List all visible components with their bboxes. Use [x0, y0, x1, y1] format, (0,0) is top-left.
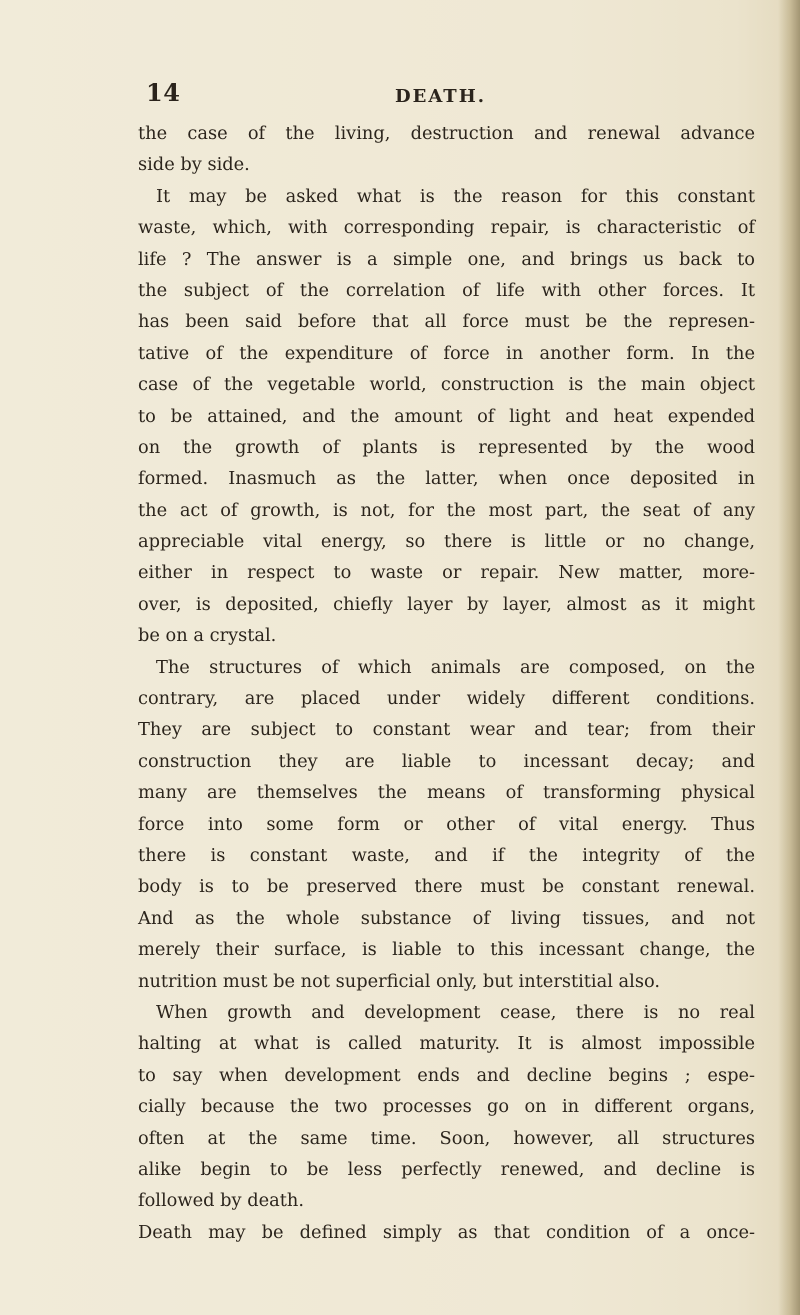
text-line: formed. Inasmuch as the latter, when once deposited in — [138, 468, 755, 490]
page-number: 14 — [146, 78, 181, 107]
page-edge-shadow — [778, 0, 800, 1315]
body-text — [138, 118, 755, 1248]
running-head: DEATH. — [395, 86, 486, 107]
text-line: When growth and development cease, there is no real — [156, 1001, 755, 1023]
text-line: tative of the expenditure of force in another form. In the — [138, 342, 755, 364]
text-line: contrary, are placed under widely different conditions. — [138, 688, 755, 710]
text-line: to be attained, and the amount of light and heat expended — [138, 405, 755, 427]
text-line: Death may be defined simply as that condition of a once- — [138, 1221, 755, 1243]
text-line: has been said before that all force must be the represen- — [138, 311, 755, 333]
text-line: force into some form or other of vital energy. Thus — [138, 813, 755, 835]
text-line: waste, which, with corresponding repair, is characteristic of — [138, 217, 755, 239]
text-line: case of the vegetable world, construction is the main object — [138, 374, 755, 396]
text-line: appreciable vital energy, so there is little or no change, — [138, 531, 755, 553]
text-line: And as the whole substance of living tissues, and not — [138, 907, 755, 929]
text-line: body is to be preserved there must be constant renewal. — [138, 876, 755, 898]
text-line: cially because the two processes go on in different organs, — [138, 1096, 755, 1118]
text-line: either in respect to waste or repair. New matter, more- — [138, 562, 755, 584]
text-line: to say when development ends and decline begins ; espe- — [138, 1064, 755, 1086]
text-line: nutrition must be not superficial only, but interstitial also. — [138, 970, 661, 992]
text-line: It may be asked what is the reason for this constant — [156, 185, 755, 207]
text-line: the act of growth, is not, for the most part, the seat of any — [138, 499, 755, 521]
text-line: often at the same time. Soon, however, all structures — [138, 1127, 755, 1149]
text-line: there is constant waste, and if the integrity of the — [138, 844, 755, 866]
text-line: the subject of the correlation of life with other forces. It — [138, 279, 755, 301]
text-line: halting at what is called maturity. It is almost impossible — [138, 1033, 755, 1055]
text-line: life ? The answer is a simple one, and brings us back to — [138, 248, 755, 270]
text-line: over, is deposited, chiefly layer by layer, almost as it might — [138, 593, 755, 615]
text-line: alike begin to be less perfectly renewed, and decline is — [138, 1158, 755, 1180]
text-line: be on a crystal. — [138, 625, 277, 647]
text-line: the case of the living, destruction and renewal advance — [138, 123, 755, 144]
text-line: construction they are liable to incessant decay; and — [138, 750, 755, 772]
text-line: side by side. — [138, 154, 250, 176]
text-line: They are subject to constant wear and tear; from their — [138, 719, 755, 741]
text-line: many are themselves the means of transforming physical — [138, 782, 755, 804]
text-line: merely their surface, is liable to this incessant change, the — [138, 939, 755, 961]
text-line: The structures of which animals are composed, on the — [156, 656, 755, 678]
text-line: followed by death. — [138, 1190, 304, 1212]
text-line: on the growth of plants is represented by the wood — [138, 436, 755, 458]
